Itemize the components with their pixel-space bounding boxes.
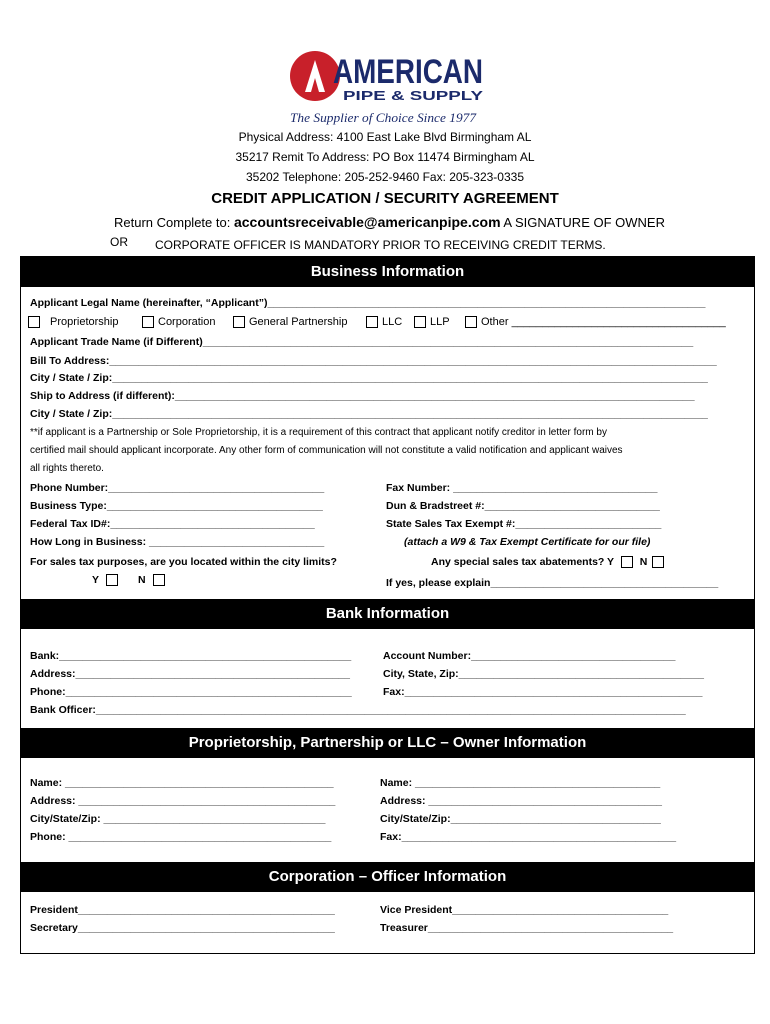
owner-info-header: Proprietorship, Partnership or LLC – Owner Information <box>20 728 755 758</box>
city-limits-yes-label: Y <box>92 574 99 586</box>
return-prefix: Return Complete to: <box>114 215 231 230</box>
business-type-field[interactable]: Business Type:_____________________________________ <box>30 500 323 512</box>
other-option[interactable] <box>465 316 726 328</box>
return-suffix: A SIGNATURE OF OWNER <box>503 215 665 230</box>
logo-brand-line2: PIPE & SUPPLY <box>343 88 484 103</box>
bill-to-field[interactable]: Bill To Address:________________________________________________________________________________________________________ <box>30 355 717 367</box>
logo-brand-line1: AMERICAN <box>333 53 483 91</box>
city-limits-yes-option[interactable] <box>92 574 122 586</box>
llc-option[interactable] <box>366 316 402 328</box>
partnership-option[interactable] <box>233 316 347 328</box>
abatement-question <box>431 556 668 568</box>
bank-account-field[interactable]: Account Number:___________________________________ <box>383 650 676 662</box>
owner-phone-left-field[interactable]: Phone: _____________________________________________ <box>30 831 332 843</box>
llp-checkbox[interactable] <box>414 316 426 328</box>
bank-info-header: Bank Information <box>20 599 755 629</box>
owner-address-left-field[interactable]: Address: ____________________________________________ <box>30 795 336 807</box>
officer-info-header: Corporation – Officer Information <box>20 862 755 892</box>
return-or: OR <box>110 235 128 249</box>
phone-field[interactable]: Phone Number:_____________________________________ <box>30 482 325 494</box>
president-field[interactable]: President____________________________________________ <box>30 904 335 916</box>
owner-fax-right-field[interactable]: Fax:_______________________________________________ <box>380 831 677 843</box>
llp-option[interactable] <box>414 316 450 328</box>
owner-city-left-field[interactable]: City/State/Zip: ______________________________________ <box>30 813 326 825</box>
bank-address-field[interactable]: Address:_______________________________________________ <box>30 668 350 680</box>
proprietorship-option[interactable] <box>28 316 118 328</box>
legal-name-field[interactable]: Applicant Legal Name (hereinafter, “Applicant”)___________________________________________________________________________ <box>30 297 706 309</box>
bank-fax-field[interactable]: Fax:___________________________________________________ <box>383 686 703 698</box>
other-checkbox[interactable] <box>465 316 477 328</box>
abatement-yes-checkbox[interactable] <box>621 556 633 568</box>
notice-line-1: **if applicant is a Partnership or Sole Proprietorship, it is a requirement of this contract that applicant notify creditor in letter form by <box>30 427 607 438</box>
abatement-no-checkbox[interactable] <box>652 556 664 568</box>
bank-city-field[interactable]: City, State, Zip:__________________________________________ <box>383 668 704 680</box>
abatement-explain-field[interactable]: If yes, please explain_______________________________________ <box>386 577 719 589</box>
business-info-header: Business Information <box>20 257 755 287</box>
corporation-option[interactable] <box>142 316 215 328</box>
secretary-field[interactable]: Secretary____________________________________________ <box>30 922 335 934</box>
return-line-2: CORPORATE OFFICER IS MANDATORY PRIOR TO RECEIVING CREDIT TERMS. <box>155 238 606 252</box>
llp-label: LLP <box>430 316 450 328</box>
bank-officer-field[interactable]: Bank Officer:_____________________________________________________________________________________________________ <box>30 704 686 716</box>
owner-city-right-field[interactable]: City/State/Zip:____________________________________ <box>380 813 661 825</box>
city-limits-no-option[interactable] <box>138 574 169 586</box>
llc-label: LLC <box>382 316 403 328</box>
notice-line-3: all rights thereto. <box>30 463 104 474</box>
corporation-label: Corporation <box>158 316 216 328</box>
abatement-question-label: Any special sales tax abatements? Y <box>431 556 614 568</box>
return-instructions <box>114 214 665 230</box>
state-tax-exempt-field[interactable]: State Sales Tax Exempt #:_________________________ <box>386 518 662 530</box>
proprietorship-checkbox[interactable] <box>28 316 40 328</box>
partnership-checkbox[interactable] <box>233 316 245 328</box>
address-line-3: 35202 Telephone: 205-252-9460 Fax: 205-323-0335 <box>245 170 524 184</box>
owner-name-left-field[interactable]: Name: ______________________________________________ <box>30 777 334 789</box>
american-pipe-logo <box>288 48 488 128</box>
return-email-link[interactable]: accountsreceivable@americanpipe.com <box>233 214 501 230</box>
address-line-1: Physical Address: 4100 East Lake Blvd Birmingham AL <box>238 130 532 144</box>
llc-checkbox[interactable] <box>366 316 378 328</box>
owner-name-right-field[interactable]: Name: __________________________________________ <box>380 777 661 789</box>
page-title: CREDIT APPLICATION / SECURITY AGREEMENT <box>211 190 559 207</box>
trade-name-field[interactable]: Applicant Trade Name (if Different)____________________________________________________________________________________ <box>30 336 694 348</box>
logo-tagline: The Supplier of Choice Since 1977 <box>290 110 477 125</box>
address-line-2: 35217 Remit To Address: PO Box 11474 Birmingham AL <box>235 150 535 164</box>
attach-certificate-note: (attach a W9 & Tax Exempt Certificate for our file) <box>404 536 651 548</box>
partnership-label: General Partnership <box>249 316 348 328</box>
city-limits-no-checkbox[interactable] <box>153 574 165 586</box>
bill-city-state-zip-field[interactable]: City / State / Zip:______________________________________________________________________________________________________ <box>30 372 708 384</box>
proprietorship-label: Proprietorship <box>50 316 119 328</box>
city-limits-no-label: N <box>138 574 146 586</box>
ship-to-field[interactable]: Ship to Address (if different):_________________________________________________________________________________________ <box>30 390 695 402</box>
city-limits-question: For sales tax purposes, are you located within the city limits? <box>30 556 337 568</box>
ship-city-state-zip-field[interactable]: City / State / Zip:______________________________________________________________________________________________________ <box>30 408 708 420</box>
other-label: Other ___________________________________ <box>481 316 726 328</box>
corporation-checkbox[interactable] <box>142 316 154 328</box>
federal-tax-id-field[interactable]: Federal Tax ID#:___________________________________ <box>30 518 315 530</box>
bank-name-field[interactable]: Bank:__________________________________________________ <box>30 650 352 662</box>
fax-field[interactable]: Fax Number: ___________________________________ <box>386 482 658 494</box>
treasurer-field[interactable]: Treasurer__________________________________________ <box>380 922 674 934</box>
abatement-no-label: N <box>639 556 648 568</box>
city-limits-yes-checkbox[interactable] <box>106 574 118 586</box>
vice-president-field[interactable]: Vice President_____________________________________ <box>380 904 669 916</box>
bank-phone-field[interactable]: Phone:_________________________________________________ <box>30 686 352 698</box>
dun-bradstreet-field[interactable]: Dun & Bradstreet #:______________________________ <box>386 500 660 512</box>
years-in-business-field[interactable]: How Long in Business: ______________________________ <box>30 536 325 548</box>
owner-address-right-field[interactable]: Address: ________________________________________ <box>380 795 663 807</box>
notice-line-2: certified mail should applicant incorporate. Any other form of communication will not constitute a valid notification and applicant waives <box>30 445 623 456</box>
